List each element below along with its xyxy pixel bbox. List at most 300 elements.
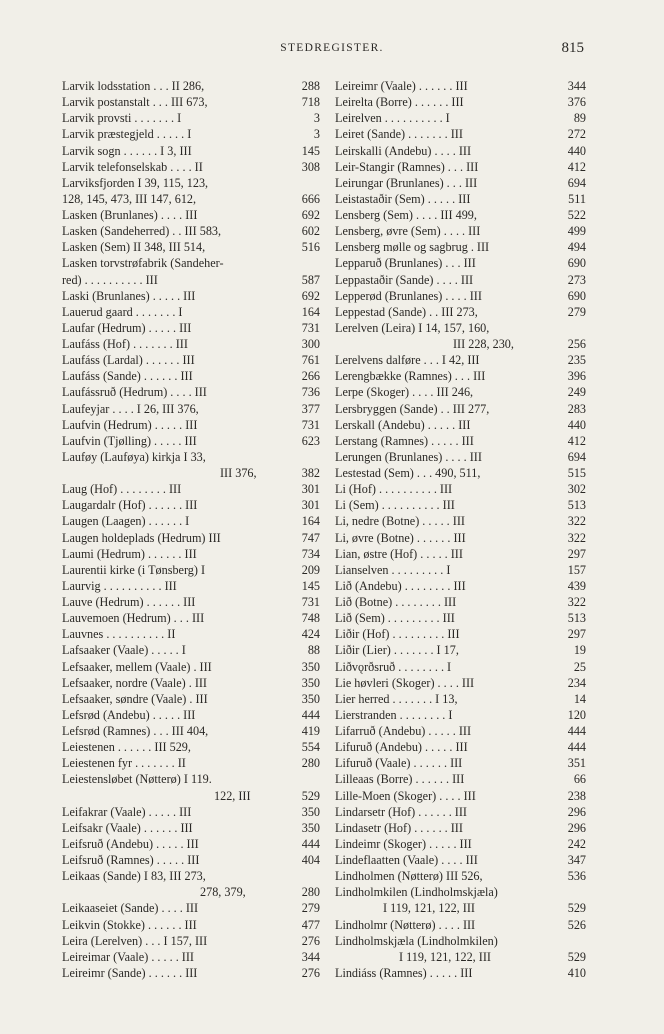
index-entry xyxy=(62,562,320,578)
index-entry xyxy=(62,417,320,433)
index-entry xyxy=(62,933,320,949)
entry-page-ref: 350 xyxy=(299,675,320,691)
index-entry xyxy=(335,481,586,497)
index-entry xyxy=(335,352,586,368)
entry-page-ref: 444 xyxy=(299,707,320,723)
entry-text: Lasken (Sem) II 348, III 514, xyxy=(62,240,206,255)
entry-page-ref: 164 xyxy=(299,304,320,320)
entry-text: Lerelvens dalføre . . . I 42, III xyxy=(335,353,480,368)
entry-text: Laufvin (Tjølling) . . . . . III xyxy=(62,433,197,448)
entry-page-ref: 19 xyxy=(571,642,586,658)
entry-text: Laufeyjar . . . . I 26, III 376, xyxy=(62,401,199,416)
entry-page-ref: 529 xyxy=(565,900,586,916)
index-entry xyxy=(335,126,586,142)
entry-page-ref: 347 xyxy=(565,852,586,868)
entry-page-ref: 297 xyxy=(565,626,586,642)
entry-page-ref: 235 xyxy=(565,352,586,368)
index-entry xyxy=(335,562,586,578)
index-entry xyxy=(335,255,586,271)
entry-text: Lilleaas (Borre) . . . . . . III xyxy=(335,772,465,787)
entry-page-ref: 718 xyxy=(299,94,320,110)
entry-page-ref: 747 xyxy=(299,530,320,546)
entry-text: Lasken (Brunlanes) . . . . III xyxy=(62,208,198,222)
entry-page-ref: 731 xyxy=(299,594,320,610)
entry-text: Larvik provsti . . . . . . . I xyxy=(62,111,182,126)
entry-text: Lauve (Hedrum) . . . . . . III xyxy=(62,595,196,609)
entry-text: Lindeflaatten (Vaale) . . . . III xyxy=(335,853,478,867)
entry-page-ref: 279 xyxy=(299,900,320,916)
entry-text: Lindholmr (Nøtterø) . . . . III xyxy=(335,917,476,932)
entry-text: Lauerud gaard . . . . . . . I xyxy=(62,304,183,319)
entry-text: Lefsaaker, nordre (Vaale) . III xyxy=(62,675,207,690)
entry-page-ref: 256 xyxy=(565,336,586,352)
index-entry xyxy=(62,755,320,771)
entry-text: Lindholmskjæla (Lindholmkilen) xyxy=(335,933,498,948)
entry-text: Lið (Botne) . . . . . . . . III xyxy=(335,595,457,609)
index-entry xyxy=(62,481,320,497)
index-entry xyxy=(62,820,320,836)
entry-page-ref: 522 xyxy=(565,207,586,223)
entry-page-ref: 234 xyxy=(565,675,586,691)
entry-text: Larvik postanstalt . . . III 673, xyxy=(62,95,208,110)
entry-page-ref: 351 xyxy=(565,755,586,771)
entry-page-ref: 587 xyxy=(299,272,320,288)
entry-text: Leistastaðir (Sem) . . . . . III xyxy=(335,191,471,206)
entry-page-ref: 300 xyxy=(299,336,320,352)
entry-page-ref: 499 xyxy=(565,223,586,239)
entry-text: Larvik lodsstation . . . II 286, xyxy=(62,79,205,93)
index-entry-continuation xyxy=(62,788,320,804)
entry-page-ref: 382 xyxy=(299,465,320,481)
index-entry-continuation xyxy=(62,465,320,481)
entry-text: Lindholmkilen (Lindholmskjæla) xyxy=(335,885,498,900)
index-entry xyxy=(335,417,586,433)
index-entry xyxy=(335,917,586,933)
index-entry xyxy=(335,223,586,239)
entry-page-ref: 419 xyxy=(299,723,320,739)
index-entry xyxy=(62,110,320,126)
index-entry xyxy=(62,917,320,933)
index-entry-continuation xyxy=(62,884,320,900)
entry-text: Laurvig . . . . . . . . . . III xyxy=(62,578,177,593)
entry-text: Liðvǫrðsruð . . . . . . . . I xyxy=(335,659,452,674)
entry-page-ref: 344 xyxy=(299,949,320,965)
entry-page-ref: 666 xyxy=(299,191,320,207)
index-entry xyxy=(62,288,320,304)
entry-text: Laufáss (Sande) . . . . . . III xyxy=(62,369,193,384)
index-entry xyxy=(62,159,320,175)
entry-page-ref: 410 xyxy=(565,965,586,981)
entry-page-ref: 25 xyxy=(571,659,586,675)
entry-page-ref: 536 xyxy=(565,868,586,884)
entry-page-ref: 602 xyxy=(299,223,320,239)
entry-text: Leireimr (Sande) . . . . . . III xyxy=(62,965,198,980)
index-entry-continuation xyxy=(62,191,320,207)
entry-text: Larviksfjorden I 39, 115, 123, xyxy=(62,175,209,190)
index-entry xyxy=(62,642,320,658)
index-entry xyxy=(335,804,586,820)
index-entry xyxy=(62,352,320,368)
index-entry xyxy=(62,143,320,159)
entry-page-ref: 3 xyxy=(311,110,320,126)
entry-page-ref: 734 xyxy=(299,546,320,562)
index-entry xyxy=(62,578,320,594)
entry-text: Leirungar (Brunlanes) . . . III xyxy=(335,175,478,190)
index-entry xyxy=(335,626,586,642)
entry-page-ref: 690 xyxy=(565,255,586,271)
entry-page-ref: 280 xyxy=(299,884,320,900)
entry-page-ref: 280 xyxy=(299,755,320,771)
entry-text: Lindiáss (Ramnes) . . . . . III xyxy=(335,965,473,980)
entry-page-ref: 731 xyxy=(299,417,320,433)
index-entry xyxy=(62,594,320,610)
entry-text: Lifarruð (Andebu) . . . . . III xyxy=(335,724,472,738)
page-header xyxy=(0,40,664,60)
entry-page-ref: 301 xyxy=(299,497,320,513)
page-title: STEDREGISTER. xyxy=(280,42,384,54)
entry-text: Leiestenen . . . . . . III 529, xyxy=(62,740,191,755)
entry-page-ref: 515 xyxy=(565,465,586,481)
index-entry xyxy=(335,755,586,771)
entry-page-ref: 494 xyxy=(565,239,586,255)
index-entry xyxy=(335,868,586,884)
entry-text: Leireimr (Vaale) . . . . . . III xyxy=(335,79,468,93)
index-entry xyxy=(335,771,586,787)
entry-page-ref: 692 xyxy=(299,207,320,223)
index-entry xyxy=(335,288,586,304)
entry-page-ref: 513 xyxy=(565,497,586,513)
index-entry xyxy=(62,497,320,513)
entry-text: Laufáss (Hof) . . . . . . . III xyxy=(62,337,188,351)
entry-text: III 376, xyxy=(220,466,257,480)
entry-text: Lier herred . . . . . . . I 13, xyxy=(335,691,458,706)
entry-text: Larvik præstegjeld . . . . . I xyxy=(62,127,192,142)
entry-page-ref: 279 xyxy=(565,304,586,320)
index-entry xyxy=(62,707,320,723)
entry-text: Lersbryggen (Sande) . . III 277, xyxy=(335,401,490,416)
entry-text: 128, 145, 473, III 147, 612, xyxy=(62,191,197,206)
entry-page-ref: 242 xyxy=(565,836,586,852)
index-entry xyxy=(335,965,586,981)
entry-page-ref: 308 xyxy=(299,159,320,175)
index-entry xyxy=(335,207,586,223)
index-entry xyxy=(62,804,320,820)
entry-page-ref: 276 xyxy=(299,933,320,949)
entry-page-ref: 529 xyxy=(565,949,586,965)
entry-page-ref: 444 xyxy=(565,723,586,739)
index-entry xyxy=(62,175,320,191)
entry-text: Laug (Hof) . . . . . . . . III xyxy=(62,482,182,497)
index-entry xyxy=(335,175,586,191)
index-entry-continuation xyxy=(62,272,320,288)
index-entry xyxy=(335,433,586,449)
entry-page-ref: 89 xyxy=(571,110,586,126)
entry-text: Lerelven (Leira) I 14, 157, 160, xyxy=(335,320,490,335)
entry-text: Leppastaðir (Sande) . . . . III xyxy=(335,272,474,287)
entry-text: Laugardalr (Hof) . . . . . . III xyxy=(62,498,198,513)
entry-text: Laugen (Laagen) . . . . . . I xyxy=(62,514,190,529)
entry-text: Lefsaaker, søndre (Vaale) . III xyxy=(62,691,208,706)
entry-text: Leikaaseiet (Sande) . . . . III xyxy=(62,901,199,916)
entry-page-ref: 439 xyxy=(565,578,586,594)
index-entry xyxy=(335,933,586,949)
entry-text: Lian, østre (Hof) . . . . . III xyxy=(335,546,463,561)
entry-text: Lille-Moen (Skoger) . . . . III xyxy=(335,788,476,803)
entry-page-ref: 404 xyxy=(299,852,320,868)
entry-text: Leir-Stangir (Ramnes) . . . III xyxy=(335,159,479,174)
entry-text: Leiestensløbet (Nøtterø) I 119. xyxy=(62,772,212,787)
index-entry xyxy=(62,304,320,320)
entry-text: Leireimar (Vaale) . . . . . III xyxy=(62,949,194,964)
entry-text: red) . . . . . . . . . . III xyxy=(62,272,158,287)
index-entry xyxy=(62,368,320,384)
index-entry xyxy=(62,949,320,965)
index-entry xyxy=(62,401,320,417)
index-entry xyxy=(335,497,586,513)
index-entry xyxy=(62,868,320,884)
entry-page-ref: 690 xyxy=(565,288,586,304)
entry-page-ref: 761 xyxy=(299,352,320,368)
entry-text: Liðir (Lier) . . . . . . . I 17, xyxy=(335,643,459,658)
index-entry xyxy=(335,610,586,626)
entry-page-ref: 249 xyxy=(565,384,586,400)
entry-text: Laufar (Hedrum) . . . . . III xyxy=(62,320,192,335)
index-entry xyxy=(62,513,320,529)
entry-page-ref: 14 xyxy=(571,691,586,707)
entry-text: 278, 379, xyxy=(200,885,246,900)
index-entry xyxy=(62,384,320,400)
entry-page-ref: 377 xyxy=(299,401,320,417)
entry-text: Lepperød (Brunlanes) . . . . III xyxy=(335,288,482,303)
entry-text: Lauvnes . . . . . . . . . . II xyxy=(62,627,176,642)
index-entry xyxy=(335,78,586,94)
entry-text: Lauvemoen (Hedrum) . . . III xyxy=(62,611,205,626)
index-entry xyxy=(62,449,320,465)
entry-page-ref: 66 xyxy=(571,771,586,787)
entry-text: Lerungen (Brunlanes) . . . . III xyxy=(335,449,482,464)
index-entry xyxy=(335,707,586,723)
entry-page-ref: 3 xyxy=(311,126,320,142)
entry-page-ref: 322 xyxy=(565,513,586,529)
entry-text: Leikaas (Sande) I 83, III 273, xyxy=(62,869,206,884)
entry-page-ref: 526 xyxy=(565,917,586,933)
index-entry xyxy=(62,546,320,562)
index-entry-continuation xyxy=(335,336,586,352)
entry-text: Larvik sogn . . . . . . I 3, III xyxy=(62,143,192,158)
index-entry xyxy=(62,336,320,352)
entry-text: Lensberg mølle og sagbrug . III xyxy=(335,240,490,255)
entry-page-ref: 301 xyxy=(299,481,320,497)
index-entry xyxy=(335,159,586,175)
index-entry xyxy=(335,110,586,126)
entry-page-ref: 350 xyxy=(299,820,320,836)
index-entry xyxy=(62,239,320,255)
entry-text: Lepparuð (Brunlanes) . . . III xyxy=(335,256,476,271)
index-entry xyxy=(62,255,320,271)
index-entry-continuation xyxy=(335,900,586,916)
index-column-right xyxy=(335,78,586,981)
entry-text: Lauføy (Lauføya) kirkja I 33, xyxy=(62,449,206,464)
entry-page-ref: 692 xyxy=(299,288,320,304)
index-entry xyxy=(335,530,586,546)
entry-text: Lið (Sem) . . . . . . . . . III xyxy=(335,611,455,626)
entry-page-ref: 396 xyxy=(565,368,586,384)
entry-page-ref: 477 xyxy=(299,917,320,933)
entry-text: Lefsrød (Andebu) . . . . . III xyxy=(62,707,196,722)
entry-text: Leira (Lerelven) . . . I 157, III xyxy=(62,933,208,948)
entry-text: 122, III xyxy=(214,788,251,803)
index-entry xyxy=(62,78,320,94)
entry-text: Li (Sem) . . . . . . . . . . III xyxy=(335,498,455,513)
index-entry xyxy=(335,642,586,658)
index-entry xyxy=(335,304,586,320)
entry-text: Li, nedre (Botne) . . . . . III xyxy=(335,514,465,529)
entry-text: Leifsruð (Ramnes) . . . . . III xyxy=(62,853,200,867)
index-entry xyxy=(335,191,586,207)
entry-text: Lasken (Sandeherred) . . III 583, xyxy=(62,224,222,239)
entry-text: Laufáss (Lardal) . . . . . . III xyxy=(62,353,195,368)
entry-text: Laufássruð (Hedrum) . . . . III xyxy=(62,385,207,400)
entry-text: Laugen holdeplads (Hedrum) III xyxy=(62,530,221,545)
entry-text: Leikvin (Stokke) . . . . . . III xyxy=(62,917,197,932)
entry-page-ref: 748 xyxy=(299,610,320,626)
index-entry xyxy=(335,659,586,675)
index-entry xyxy=(62,433,320,449)
entry-text: Lensberg (Sem) . . . . III 499, xyxy=(335,208,477,222)
index-entry xyxy=(335,884,586,900)
index-entry xyxy=(62,320,320,336)
entry-text: Laurentii kirke (i Tønsberg) I xyxy=(62,562,206,577)
entry-text: Laumi (Hedrum) . . . . . . III xyxy=(62,546,197,561)
entry-page-ref: 302 xyxy=(565,481,586,497)
entry-text: Lierstranden . . . . . . . . I xyxy=(335,707,453,722)
entry-page-ref: 145 xyxy=(299,143,320,159)
entry-text: Lið (Andebu) . . . . . . . . III xyxy=(335,578,466,593)
entry-text: Lie høvleri (Skoger) . . . . III xyxy=(335,675,475,690)
entry-page-ref: 731 xyxy=(299,320,320,336)
entry-text: Liðir (Hof) . . . . . . . . . III xyxy=(335,627,460,642)
entry-text: I 119, 121, 122, III xyxy=(383,901,475,916)
entry-text: Leifsruð (Andebu) . . . . . III xyxy=(62,836,199,851)
entry-text: Lestestad (Sem) . . . 490, 511, xyxy=(335,466,481,480)
entry-page-ref: 238 xyxy=(565,788,586,804)
entry-page-ref: 273 xyxy=(565,272,586,288)
index-entry xyxy=(335,239,586,255)
entry-text: Lindeimr (Skoger) . . . . . III xyxy=(335,836,472,851)
entry-page-ref: 157 xyxy=(565,562,586,578)
entry-text: Lafsaaker (Vaale) . . . . . I xyxy=(62,643,186,658)
entry-text: Lifuruð (Vaale) . . . . . . III xyxy=(335,756,463,771)
entry-page-ref: 529 xyxy=(299,788,320,804)
entry-text: Lianselven . . . . . . . . . I xyxy=(335,562,451,577)
entry-text: Leppestad (Sande) . . III 273, xyxy=(335,304,478,319)
index-entry xyxy=(62,723,320,739)
entry-page-ref: 272 xyxy=(565,126,586,142)
entry-text: Lefsrød (Ramnes) . . . III 404, xyxy=(62,724,209,738)
entry-text: Lasken torvstrøfabrik (Sandeher- xyxy=(62,256,224,271)
entry-page-ref: 296 xyxy=(565,804,586,820)
index-entry xyxy=(335,578,586,594)
index-entry xyxy=(62,610,320,626)
entry-page-ref: 412 xyxy=(565,433,586,449)
index-entry xyxy=(335,675,586,691)
index-entry xyxy=(335,820,586,836)
entry-page-ref: 209 xyxy=(299,562,320,578)
index-entry xyxy=(335,320,586,336)
index-entry xyxy=(62,626,320,642)
entry-text: Leirelven . . . . . . . . . . I xyxy=(335,111,450,126)
entry-page-ref: 511 xyxy=(565,191,586,207)
entry-page-ref: 444 xyxy=(565,739,586,755)
entry-page-ref: 164 xyxy=(299,513,320,529)
entry-text: Lefsaaker, mellem (Vaale) . III xyxy=(62,659,212,674)
entry-text: Lerstang (Ramnes) . . . . . III xyxy=(335,433,474,448)
entry-text: Lerengbække (Ramnes) . . . III xyxy=(335,369,486,384)
entry-text: Lifuruð (Andebu) . . . . . III xyxy=(335,740,468,755)
entry-text: Li, øvre (Botne) . . . . . . III xyxy=(335,530,466,545)
entry-page-ref: 376 xyxy=(565,94,586,110)
entry-page-ref: 296 xyxy=(565,820,586,836)
index-entry xyxy=(335,836,586,852)
entry-page-ref: 350 xyxy=(299,691,320,707)
entry-text: Lerskall (Andebu) . . . . . III xyxy=(335,417,471,432)
index-entry xyxy=(62,207,320,223)
index-entry xyxy=(335,546,586,562)
index-entry xyxy=(62,852,320,868)
index-entry xyxy=(62,965,320,981)
entry-text: I 119, 121, 122, III xyxy=(399,949,491,964)
entry-page-ref: 276 xyxy=(299,965,320,981)
entry-text: Lindasetr (Hof) . . . . . . III xyxy=(335,820,463,835)
entry-text: Leifsakr (Vaale) . . . . . . III xyxy=(62,820,193,835)
index-entry xyxy=(62,691,320,707)
index-entry xyxy=(62,900,320,916)
entry-page-ref: 440 xyxy=(565,143,586,159)
index-entry xyxy=(335,272,586,288)
index-entry xyxy=(62,530,320,546)
entry-text: Leirelta (Borre) . . . . . . III xyxy=(335,95,464,110)
entry-page-ref: 322 xyxy=(565,530,586,546)
entry-page-ref: 344 xyxy=(565,78,586,94)
entry-text: Laski (Brunlanes) . . . . . III xyxy=(62,288,196,303)
entry-text: Lerpe (Skoger) . . . . III 246, xyxy=(335,385,474,400)
entry-page-ref: 424 xyxy=(299,626,320,642)
entry-page-ref: 444 xyxy=(299,836,320,852)
entry-text: Leiestenen fyr . . . . . . . II xyxy=(62,756,186,771)
entry-page-ref: 694 xyxy=(565,175,586,191)
entry-page-ref: 283 xyxy=(565,401,586,417)
entry-page-ref: 350 xyxy=(299,804,320,820)
entry-page-ref: 736 xyxy=(299,384,320,400)
index-entry xyxy=(335,401,586,417)
index-entry xyxy=(62,675,320,691)
page-number: 815 xyxy=(561,40,584,56)
entry-page-ref: 266 xyxy=(299,368,320,384)
index-entry xyxy=(335,739,586,755)
index-entry xyxy=(62,223,320,239)
entry-text: Li (Hof) . . . . . . . . . . III xyxy=(335,482,453,497)
entry-page-ref: 120 xyxy=(565,707,586,723)
entry-page-ref: 513 xyxy=(565,610,586,626)
entry-page-ref: 516 xyxy=(299,239,320,255)
index-entry xyxy=(335,143,586,159)
entry-page-ref: 554 xyxy=(299,739,320,755)
entry-page-ref: 350 xyxy=(299,659,320,675)
entry-page-ref: 694 xyxy=(565,449,586,465)
entry-text: Laufvin (Hedrum) . . . . . III xyxy=(62,417,198,432)
entry-text: III 228, 230, xyxy=(453,337,514,351)
entry-page-ref: 145 xyxy=(299,578,320,594)
